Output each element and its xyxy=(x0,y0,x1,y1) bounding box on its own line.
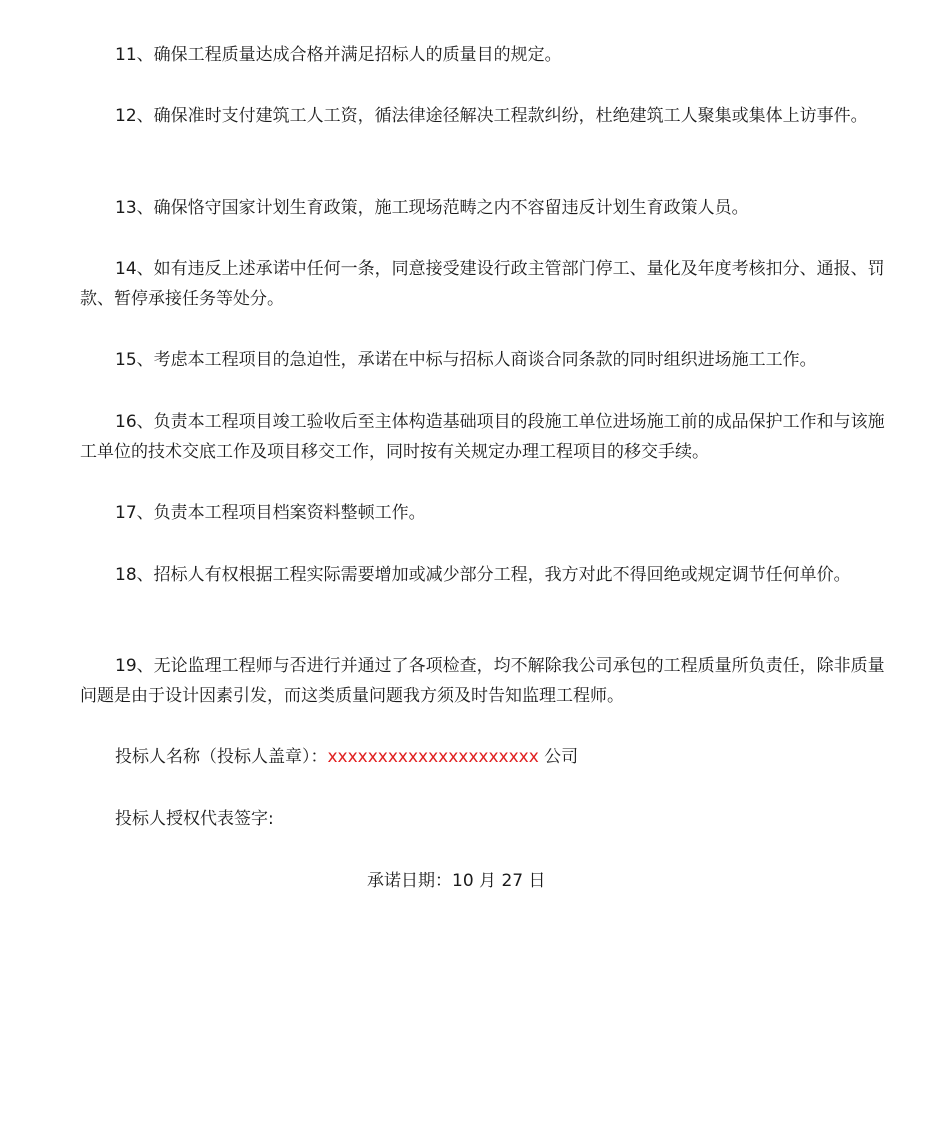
clause-17: 17、负责本工程项目档案资料整顿工作。 xyxy=(115,503,426,523)
clause-11: 11、确保工程质量达成合格并满足招标人的质量目的规定。 xyxy=(115,45,562,65)
clause-15: 15、考虑本工程项目的急迫性，承诺在中标与招标人商谈合同条款的同时组织进场施工工作。 xyxy=(115,350,817,370)
clause-14: 14、如有违反上述承诺中任何一条，同意接受建设行政主管部门停工、量化及年度考核扣分、通报、罚款、暂停承接任务等处分。 xyxy=(80,259,885,309)
clause-12: 12、确保准时支付建筑工人工资，循法律途径解决工程款纠纷，杜绝建筑工人聚集或集体上访事件。 xyxy=(115,106,868,126)
bidder-name-suffix: 公司 xyxy=(538,747,579,767)
representative-signature-line: 投标人授权代表签字: xyxy=(115,809,274,829)
clause-18: 18、招标人有权根据工程实际需要增加或减少部分工程，我方对此不得回绝或规定调节任何单价。 xyxy=(115,565,851,585)
bidder-name-label: 投标人名称（投标人盖章）： xyxy=(115,747,328,767)
clause-16: 16、负责本工程项目竣工验收后至主体构造基础项目的段施工单位进场施工前的成品保护工作和与该施工单位的技术交底工作及项目移交工作，同时按有关规定办理工程项目的移交手续。 xyxy=(80,412,885,462)
clause-13: 13、确保恪守国家计划生育政策，施工现场范畴之内不容留违反计划生育政策人员。 xyxy=(115,198,749,218)
clause-19: 19、无论监理工程师与否进行并通过了各项检查，均不解除我公司承包的工程质量所负责任，除非质量问题是由于设计因素引发，而这类质量问题我方须及时告知监理工程师。 xyxy=(80,656,885,706)
bidder-name-redacted: xxxxxxxxxxxxxxxxxxxxx xyxy=(327,747,539,767)
commitment-date: 承诺日期：10 月 27 日 xyxy=(367,871,546,891)
bidder-name-line xyxy=(115,742,578,772)
